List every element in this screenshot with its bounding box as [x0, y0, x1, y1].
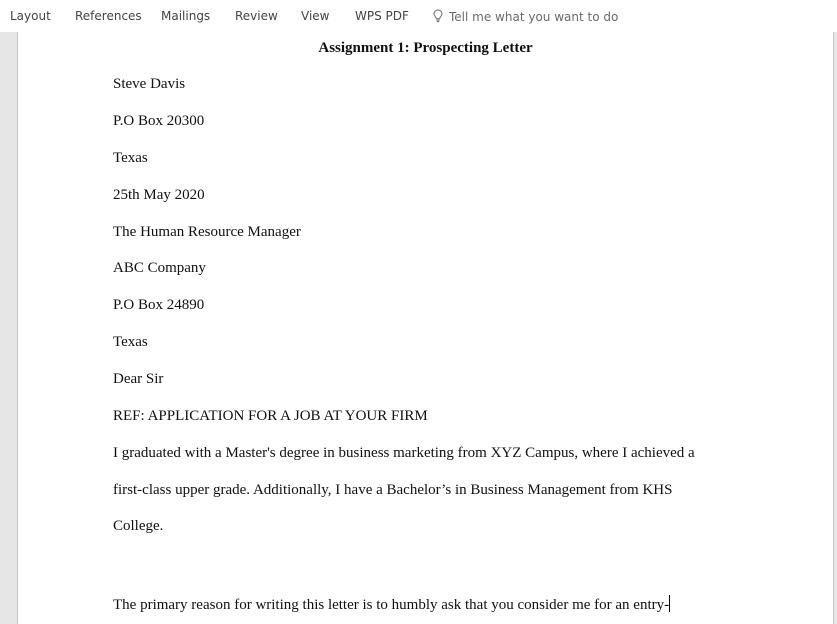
paragraph-1-line-1: I graduated with a Master's degree in business marketing from XYZ Campus, where I achieved a [113, 445, 695, 461]
recipient-state: Texas [113, 334, 148, 350]
tab-layout[interactable]: Layout [10, 9, 51, 23]
reference-line: REF: APPLICATION FOR A JOB AT YOUR FIRM [113, 408, 428, 424]
paragraph-2-line-1 [113, 592, 670, 614]
recipient-title: The Human Resource Manager [113, 224, 301, 240]
recipient-po-box: P.O Box 24890 [113, 297, 205, 313]
document-page[interactable] [17, 32, 834, 624]
tell-me-placeholder: Tell me what you want to do [449, 10, 619, 24]
paragraph-1-line-2: first-class upper grade. Additionally, I have a Bachelor’s in Business Management from KHS [113, 482, 673, 498]
sender-state: Texas [113, 150, 148, 166]
sender-name: Steve Davis [113, 76, 186, 92]
letter-date: 25th May 2020 [113, 187, 205, 203]
text-cursor [669, 595, 670, 612]
tab-wps-pdf[interactable]: WPS PDF [355, 9, 409, 23]
tell-me-search[interactable] [433, 9, 618, 26]
document-canvas[interactable] [0, 32, 837, 624]
salutation: Dear Sir [113, 371, 164, 387]
recipient-company: ABC Company [113, 260, 206, 276]
paragraph-2-text: The primary reason for writing this letter is to humbly ask that you consider me for an entry- [113, 597, 670, 613]
tab-view[interactable]: View [301, 9, 330, 23]
tab-references[interactable]: References [75, 9, 142, 23]
sender-po-box: P.O Box 20300 [113, 113, 205, 129]
ribbon-tab-bar [0, 0, 837, 32]
tab-review[interactable]: Review [235, 9, 278, 23]
lightbulb-icon [433, 9, 445, 26]
tab-mailings[interactable]: Mailings [161, 9, 211, 23]
paragraph-1-line-3: College. [113, 518, 164, 534]
document-title: Assignment 1: Prospecting Letter [318, 40, 533, 56]
